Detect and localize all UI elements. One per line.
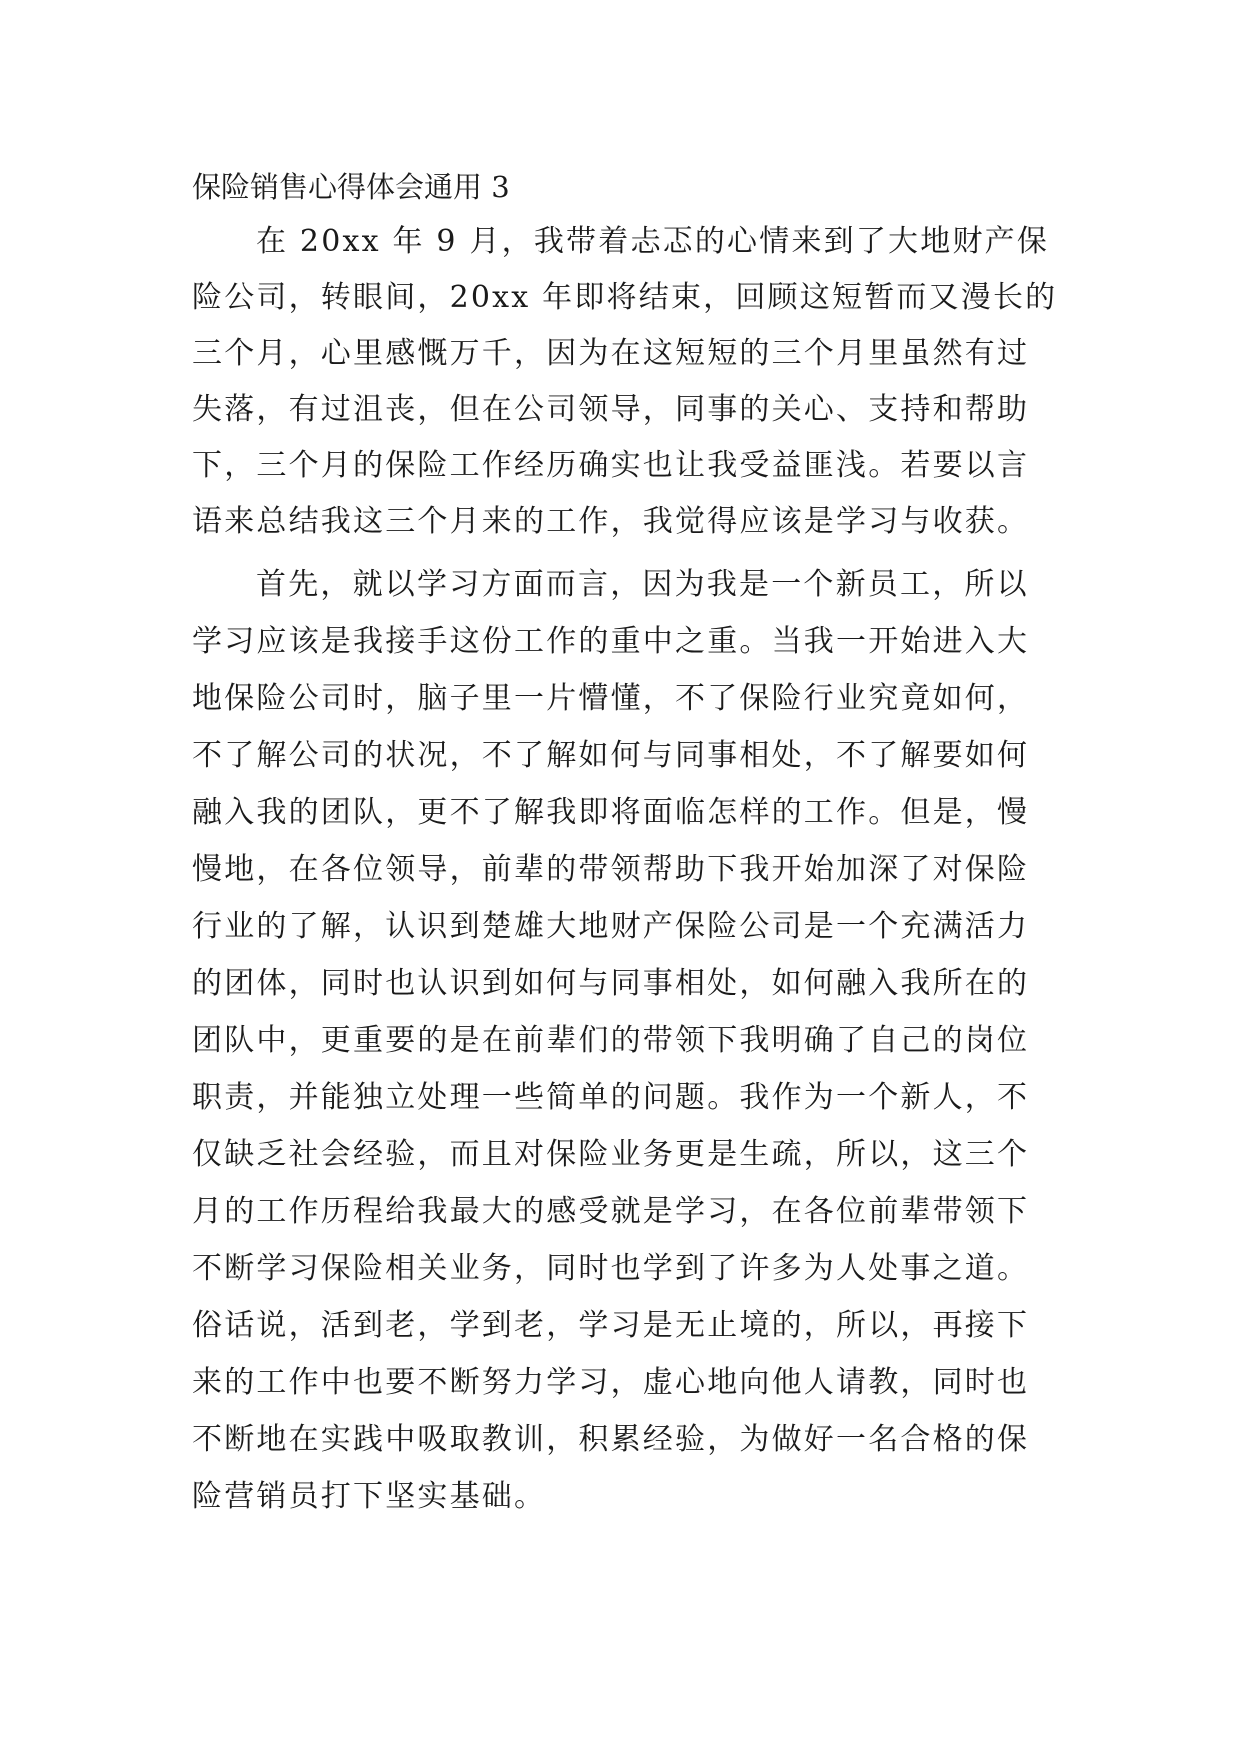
paragraph-2-line-15: 来的工作中也要不断努力学习，虚心地向他人请教，同时也 [192, 1365, 1030, 1400]
paragraph-2-line-13: 不断学习保险相关业务，同时也学到了许多为人处事之道。 [192, 1251, 1030, 1286]
paragraph-1-line-3: 三个月，心里感慨万千，因为在这短短的三个月里虽然有过 [192, 336, 1030, 371]
paragraph-2-line-5: 融入我的团队，更不了解我即将面临怎样的工作。但是，慢 [192, 795, 1030, 830]
paragraph-2-line-9: 团队中，更重要的是在前辈们的带领下我明确了自己的岗位 [192, 1023, 1030, 1058]
paragraph-1-line-6: 语来总结我这三个月来的工作，我觉得应该是学习与收获。 [192, 504, 1030, 539]
paragraph-1-line-5: 下，三个月的保险工作经历确实也让我受益匪浅。若要以言 [192, 448, 1030, 483]
paragraph-2-line-1: 首先，就以学习方面而言，因为我是一个新员工，所以 [256, 567, 1029, 602]
paragraph-2-line-14: 俗话说，活到老，学到老，学习是无止境的，所以，再接下 [192, 1308, 1030, 1343]
paragraph-1-line-4: 失落，有过沮丧，但在公司领导，同事的关心、支持和帮助 [192, 392, 1030, 427]
paragraph-1-line-1: 在 20xx 年 9 月，我带着忐忑的心情来到了大地财产保 [256, 224, 1050, 259]
paragraph-2-line-8: 的团体，同时也认识到如何与同事相处，如何融入我所在的 [192, 966, 1030, 1001]
paragraph-2-line-4: 不了解公司的状况，不了解如何与同事相处，不了解要如何 [192, 738, 1030, 773]
paragraph-2-line-17: 险营销员打下坚实基础。 [192, 1479, 547, 1514]
document-title: 保险销售心得体会通用 3 [192, 170, 510, 204]
paragraph-2-line-2: 学习应该是我接手这份工作的重中之重。当我一开始进入大 [192, 624, 1030, 659]
paragraph-2-line-10: 职责，并能独立处理一些简单的问题。我作为一个新人，不 [192, 1080, 1030, 1115]
paragraph-2-line-7: 行业的了解，认识到楚雄大地财产保险公司是一个充满活力 [192, 909, 1030, 944]
paragraph-2-line-12: 月的工作历程给我最大的感受就是学习，在各位前辈带领下 [192, 1194, 1030, 1229]
paragraph-2-line-16: 不断地在实践中吸取教训，积累经验，为做好一名合格的保 [192, 1422, 1030, 1457]
paragraph-2-line-6: 慢地，在各位领导，前辈的带领帮助下我开始加深了对保险 [192, 852, 1030, 887]
paragraph-1-line-2: 险公司，转眼间，20xx 年即将结束，回顾这短暂而又漫长的 [192, 280, 1058, 315]
paragraph-2-line-11: 仅缺乏社会经验，而且对保险业务更是生疏，所以，这三个 [192, 1137, 1030, 1172]
paragraph-2-line-3: 地保险公司时，脑子里一片懵懂，不了保险行业究竟如何， [192, 681, 1030, 716]
